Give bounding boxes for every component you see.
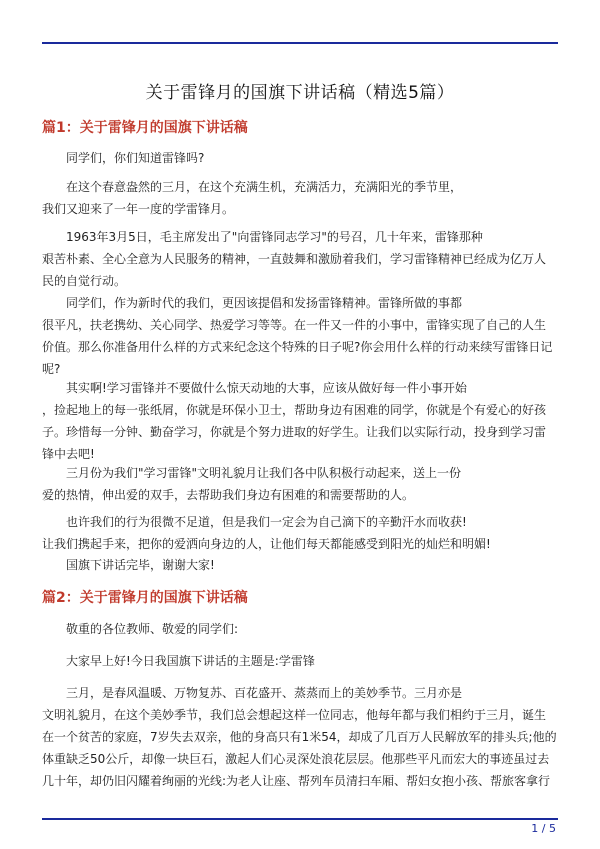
- paragraph-line: 体重缺乏50公斤，却像一块巨石，激起人们心灵深处浪花层层。他那些平凡而宏大的事迹虽过去: [42, 752, 550, 766]
- paragraph-5: [42, 377, 558, 465]
- paragraph-line: ，捡起地上的每一张纸屑，你就是环保小卫士，帮助身边有困难的同学，你就是个有爱心的好孩: [42, 403, 547, 417]
- paragraph-line: 敬重的各位教师、敬爱的同学们:: [66, 622, 239, 636]
- paragraph-line: 大家早上好!今日我国旗下讲话的主题是:学雷锋: [66, 654, 315, 668]
- paragraph-11: [42, 682, 558, 792]
- document-title: 关于雷锋月的国旗下讲话稿（精选5篇）: [145, 83, 455, 103]
- paragraph-6: [42, 462, 558, 506]
- page-number: 1 / 5: [531, 822, 556, 835]
- paragraph-line: 在这个春意盎然的三月，在这个充满生机，充满活力，充满阳光的季节里，: [66, 180, 463, 194]
- footer-rule: [42, 818, 558, 820]
- paragraph-line: 三月，是春风温暖、万物复苏、百花盛开、蒸蒸而上的美妙季节。三月亦是: [66, 686, 463, 700]
- paragraph-8: [42, 554, 558, 576]
- paragraph-line: 1963年3月5日，毛主席发出了"向雷锋同志学习"的号召，几十年来，雷锋那种: [66, 230, 483, 244]
- paragraph-line: 让我们携起手来，把你的爱洒向身边的人，让他们每天都能感受到阳光的灿烂和明媚!: [42, 537, 491, 551]
- paragraph-4: [42, 292, 558, 380]
- header-rule: [42, 42, 558, 44]
- paragraph-line: 很平凡，扶老携幼、关心同学、热爱学习等等。在一件又一件的小事中，雷锋实现了自己的人生: [42, 318, 547, 332]
- paragraph-2: [42, 176, 558, 220]
- section-heading-2: 篇2：关于雷锋月的国旗下讲话稿: [42, 590, 248, 606]
- paragraph-line: 同学们，你们知道雷锋吗?: [66, 151, 205, 165]
- paragraph-line: 国旗下讲话完毕，谢谢大家!: [66, 558, 215, 572]
- paragraph-line: 同学们，作为新时代的我们，更因该提倡和发扬雷锋精神。雷锋所做的事都: [66, 296, 463, 310]
- paragraph-7: [42, 511, 558, 555]
- paragraph-line: 艰苦朴素、全心全意为人民服务的精神，一直鼓舞和激励着我们，学习雷锋精神已经成为亿万人: [42, 252, 547, 266]
- paragraph-line: 文明礼貌月，在这个美妙季节，我们总会想起这样一位同志，他每年都与我们相约于三月，诞生: [42, 708, 547, 722]
- paragraph-line: 爱的热情，伸出爱的双手，去帮助我们身边有困难的和需要帮助的人。: [42, 488, 415, 502]
- paragraph-line: 价值。那么你准备用什么样的方式来纪念这个特殊的日子呢?你会用什么样的行动来续写雷锋日记: [42, 340, 553, 354]
- paragraph-line: 三月份为我们"学习雷锋"文明礼貌月让我们各中队积极行动起来，送上一份: [66, 466, 462, 480]
- paragraph-line: 子。珍惜每一分钟、勤奋学习，你就是个努力进取的好学生。让我们以实际行动，投身到学习雷: [42, 425, 547, 439]
- paragraph-line: 锋中去吧!: [42, 447, 95, 461]
- paragraph-line: 呢?: [42, 362, 61, 376]
- paragraph-9: [42, 618, 558, 640]
- paragraph-line: 我们又迎来了一年一度的学雷锋月。: [42, 202, 235, 216]
- paragraph-line: 几十年，却仍旧闪耀着绚丽的光线:为老人让座、帮列车员清扫车厢、帮妇女抱小孩、帮旅客拿行: [42, 774, 551, 788]
- paragraph-line: 在一个贫苦的家庭，7岁失去双亲，他的身高只有1米54，却成了几百万人民解放军的排头兵;他的: [42, 730, 557, 744]
- paragraph-1: [42, 147, 558, 169]
- paragraph-line: 也许我们的行为很微不足道，但是我们一定会为自己滴下的辛勤汗水而收获!: [66, 515, 467, 529]
- paragraph-line: 其实啊!学习雷锋并不要做什么惊天动地的大事，应该从做好每一件小事开始: [66, 381, 467, 395]
- paragraph-10: [42, 650, 558, 672]
- section-heading-1: 篇1：关于雷锋月的国旗下讲话稿: [42, 120, 248, 136]
- paragraph-3: [42, 226, 558, 292]
- paragraph-line: 民的自觉行动。: [42, 274, 127, 288]
